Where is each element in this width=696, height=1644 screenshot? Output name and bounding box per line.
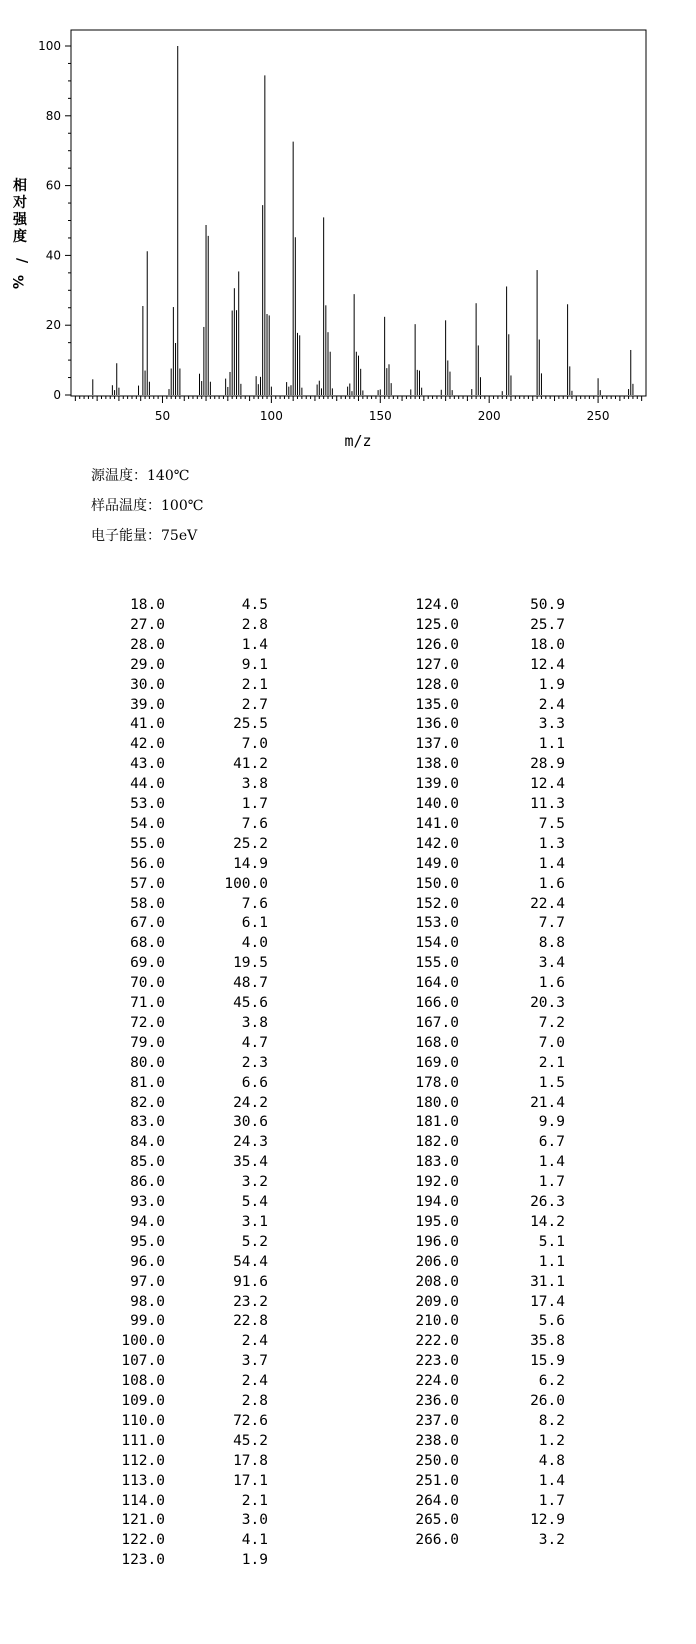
intensity-value: 3.1 [241, 1213, 268, 1230]
mz-value: 135.0 [415, 696, 459, 713]
mz-value: 152.0 [415, 895, 459, 912]
electron-energy: 电子能量：75eV [91, 528, 198, 544]
intensity-value: 2.4 [241, 1373, 268, 1390]
y-tick-label: 100 [38, 39, 61, 53]
mz-value: 107.0 [121, 1353, 165, 1370]
x-tick-label: 250 [586, 409, 610, 423]
intensity-value: 72.6 [233, 1412, 268, 1429]
table-row [0, 955, 696, 976]
intensity-value: 45.6 [233, 995, 268, 1011]
intensity-value: 4.0 [241, 935, 268, 952]
intensity-value: 24.2 [233, 1094, 268, 1111]
intensity-value: 35.8 [530, 1333, 565, 1350]
intensity-value: 7.2 [538, 1014, 565, 1031]
intensity-value: 23.2 [233, 1293, 268, 1310]
mz-value: 236.0 [415, 1393, 459, 1409]
mz-value: 138.0 [415, 756, 459, 773]
mz-value: 136.0 [415, 716, 459, 733]
mz-value: 128.0 [415, 676, 459, 693]
intensity-value: 5.1 [538, 1233, 565, 1250]
table-row [0, 1493, 696, 1514]
mz-value: 68.0 [130, 935, 165, 952]
table-row [0, 896, 696, 917]
intensity-value: 35.4 [233, 1154, 268, 1171]
mz-value: 28.0 [130, 636, 165, 653]
mz-value: 195.0 [415, 1213, 459, 1230]
mz-value: 100.0 [121, 1333, 165, 1350]
source-temperature: 源温度：140℃ [91, 468, 190, 484]
mz-value: 84.0 [130, 1134, 165, 1151]
mz-value: 139.0 [415, 776, 459, 793]
intensity-value: 2.3 [241, 1054, 268, 1071]
mz-value: 30.0 [130, 676, 165, 693]
y-tick-label: 80 [45, 108, 61, 123]
mz-value: 181.0 [415, 1114, 459, 1131]
intensity-value: 12.4 [530, 776, 565, 793]
intensity-value: 1.6 [538, 875, 565, 892]
intensity-value: 12.4 [530, 656, 565, 673]
intensity-value: 30.6 [233, 1114, 268, 1131]
intensity-value: 41.2 [233, 756, 268, 773]
table-row [0, 1393, 696, 1414]
intensity-value: 2.7 [241, 696, 268, 713]
mz-value: 43.0 [130, 756, 165, 773]
mz-value: 237.0 [415, 1412, 459, 1429]
intensity-value: 1.4 [538, 855, 565, 872]
intensity-value: 7.0 [538, 1034, 565, 1051]
intensity-value: 25.5 [233, 716, 268, 733]
mz-value: 209.0 [415, 1293, 459, 1310]
mz-value: 67.0 [130, 915, 165, 932]
y-tick-label: 20 [45, 318, 61, 333]
table-row [0, 1433, 696, 1454]
table-row [0, 1075, 696, 1096]
mz-value: 264.0 [415, 1492, 459, 1509]
mz-value: 123.0 [121, 1552, 165, 1569]
intensity-value: 1.2 [538, 1432, 565, 1449]
table-row [0, 935, 696, 956]
mz-value: 149.0 [415, 855, 459, 872]
mz-value: 224.0 [415, 1373, 459, 1390]
table-row [0, 637, 696, 658]
mz-value: 58.0 [130, 895, 165, 912]
y-axis-label: 相对强度/ % [8, 178, 30, 290]
x-tick-label: 50 [154, 409, 171, 423]
intensity-value: 3.0 [241, 1512, 268, 1529]
mz-value: 80.0 [130, 1054, 165, 1071]
y-tick-label: 0 [53, 388, 61, 402]
sample-temperature: 样品温度：100℃ [91, 498, 204, 514]
mz-value: 222.0 [415, 1333, 459, 1350]
intensity-value: 5.6 [538, 1313, 565, 1330]
mz-value: 44.0 [130, 776, 165, 793]
mz-value: 83.0 [130, 1114, 165, 1131]
intensity-value: 54.4 [233, 1253, 268, 1270]
table-row [0, 1174, 696, 1195]
intensity-value: 1.4 [241, 636, 268, 653]
intensity-value: 1.1 [538, 736, 565, 753]
table-row [0, 776, 696, 797]
intensity-value: 28.9 [530, 756, 565, 773]
intensity-value: 3.8 [241, 776, 268, 793]
intensity-value: 5.4 [241, 1194, 268, 1210]
mz-value: 180.0 [415, 1094, 459, 1111]
intensity-value: 4.5 [241, 597, 268, 613]
intensity-value: 17.1 [233, 1472, 268, 1489]
intensity-value: 100.0 [224, 875, 268, 892]
mz-value: 194.0 [415, 1194, 459, 1210]
mz-value: 112.0 [121, 1452, 165, 1469]
table-row [0, 1313, 696, 1334]
mz-value: 109.0 [121, 1393, 165, 1409]
mz-value: 57.0 [130, 875, 165, 892]
intensity-value: 3.2 [538, 1532, 565, 1549]
x-tick-label: 150 [368, 409, 392, 423]
intensity-value: 9.9 [538, 1114, 565, 1131]
table-row [0, 1413, 696, 1434]
table-row [0, 697, 696, 718]
table-row [0, 836, 696, 857]
intensity-value: 3.4 [538, 955, 565, 972]
table-row [0, 1274, 696, 1295]
mz-value: 155.0 [415, 955, 459, 972]
x-tick-label: 200 [477, 409, 501, 423]
table-row [0, 915, 696, 936]
mz-value: 97.0 [130, 1273, 165, 1290]
mz-value: 121.0 [121, 1512, 165, 1529]
intensity-value: 18.0 [530, 636, 565, 653]
table-row [0, 1234, 696, 1255]
mz-value: 111.0 [121, 1432, 165, 1449]
mz-value: 154.0 [415, 935, 459, 952]
mz-value: 27.0 [130, 616, 165, 633]
mz-value: 206.0 [415, 1253, 459, 1270]
y-tick-label: 40 [45, 248, 61, 263]
table-row [0, 876, 696, 897]
intensity-value: 6.1 [241, 915, 268, 932]
intensity-value: 8.8 [538, 935, 565, 952]
mz-value: 178.0 [415, 1074, 459, 1091]
intensity-value: 45.2 [233, 1432, 268, 1449]
intensity-value: 14.9 [233, 855, 268, 872]
mz-value: 95.0 [130, 1233, 165, 1250]
mz-value: 39.0 [130, 696, 165, 713]
mz-value: 223.0 [415, 1353, 459, 1370]
intensity-value: 22.8 [233, 1313, 268, 1330]
x-tick-label: 100 [259, 409, 283, 423]
mz-value: 164.0 [415, 975, 459, 992]
mz-value: 93.0 [130, 1194, 165, 1210]
mz-value: 167.0 [415, 1014, 459, 1031]
mz-value: 168.0 [415, 1034, 459, 1051]
mz-value: 208.0 [415, 1273, 459, 1290]
intensity-value: 2.1 [241, 676, 268, 693]
mz-value: 127.0 [415, 656, 459, 673]
table-row [0, 1095, 696, 1116]
intensity-value: 9.1 [241, 656, 268, 673]
mz-value: 251.0 [415, 1472, 459, 1489]
spectrum-bars [93, 46, 633, 395]
intensity-value: 91.6 [233, 1273, 268, 1290]
intensity-value: 7.7 [538, 915, 565, 932]
table-row [0, 1512, 696, 1533]
mz-value: 125.0 [415, 616, 459, 633]
mz-value: 122.0 [121, 1532, 165, 1549]
intensity-value: 1.1 [538, 1253, 565, 1270]
mz-value: 29.0 [130, 656, 165, 673]
intensity-value: 2.4 [241, 1333, 268, 1350]
intensity-value: 25.7 [530, 616, 565, 633]
intensity-value: 19.5 [233, 955, 268, 972]
mz-value: 238.0 [415, 1432, 459, 1449]
mz-value: 86.0 [130, 1174, 165, 1191]
table-row [0, 975, 696, 996]
mz-value: 265.0 [415, 1512, 459, 1529]
intensity-value: 26.3 [530, 1194, 565, 1210]
table-row [0, 1373, 696, 1394]
mz-value: 79.0 [130, 1034, 165, 1051]
intensity-value: 14.2 [530, 1213, 565, 1230]
mz-value: 150.0 [415, 875, 459, 892]
table-row [0, 716, 696, 737]
intensity-value: 4.7 [241, 1034, 268, 1051]
intensity-value: 1.9 [241, 1552, 268, 1569]
mz-value: 42.0 [130, 736, 165, 753]
mz-value: 182.0 [415, 1134, 459, 1151]
intensity-value: 1.7 [538, 1492, 565, 1509]
table-row [0, 736, 696, 757]
table-row [0, 1254, 696, 1275]
intensity-value: 21.4 [530, 1094, 565, 1111]
table-row [0, 657, 696, 678]
y-tick-label: 60 [45, 178, 61, 193]
table-row [0, 1333, 696, 1354]
table-row [0, 1134, 696, 1155]
mz-value: 85.0 [130, 1154, 165, 1171]
table-row [0, 1353, 696, 1374]
intensity-value: 2.1 [241, 1492, 268, 1509]
mz-value: 70.0 [130, 975, 165, 992]
table-row [0, 597, 696, 618]
intensity-value: 7.0 [241, 736, 268, 753]
intensity-value: 3.7 [241, 1353, 268, 1370]
intensity-value: 25.2 [233, 835, 268, 852]
table-row [0, 617, 696, 638]
mz-value: 41.0 [130, 716, 165, 733]
intensity-value: 2.8 [241, 1393, 268, 1409]
mass-spectrum-chart [0, 0, 696, 460]
table-row [0, 1015, 696, 1036]
intensity-value: 2.8 [241, 616, 268, 633]
intensity-value: 3.8 [241, 1014, 268, 1031]
mz-value: 54.0 [130, 815, 165, 832]
mz-value: 98.0 [130, 1293, 165, 1310]
mz-value: 110.0 [121, 1412, 165, 1429]
table-row [0, 1532, 696, 1553]
mz-value: 69.0 [130, 955, 165, 972]
mz-value: 56.0 [130, 855, 165, 872]
table-row [0, 995, 696, 1016]
table-row [0, 1214, 696, 1235]
intensity-value: 6.2 [538, 1373, 565, 1390]
mz-value: 140.0 [415, 796, 459, 812]
mz-value: 192.0 [415, 1174, 459, 1191]
intensity-value: 11.3 [530, 796, 565, 812]
intensity-value: 3.3 [538, 716, 565, 733]
mz-value: 99.0 [130, 1313, 165, 1330]
mz-value: 81.0 [130, 1074, 165, 1091]
table-row [0, 1294, 696, 1315]
mz-value: 210.0 [415, 1313, 459, 1330]
intensity-value: 48.7 [233, 975, 268, 992]
mz-value: 124.0 [415, 597, 459, 613]
intensity-value: 12.9 [530, 1512, 565, 1529]
table-row [0, 1453, 696, 1474]
mz-value: 141.0 [415, 815, 459, 832]
mz-value: 96.0 [130, 1253, 165, 1270]
mz-value: 72.0 [130, 1014, 165, 1031]
intensity-value: 7.6 [241, 815, 268, 832]
mz-value: 153.0 [415, 915, 459, 932]
intensity-value: 4.1 [241, 1532, 268, 1549]
mz-value: 169.0 [415, 1054, 459, 1071]
intensity-value: 31.1 [530, 1273, 565, 1290]
intensity-value: 2.4 [538, 696, 565, 713]
mz-value: 142.0 [415, 835, 459, 852]
intensity-value: 6.7 [538, 1134, 565, 1151]
intensity-value: 3.2 [241, 1174, 268, 1191]
intensity-value: 17.8 [233, 1452, 268, 1469]
intensity-value: 24.3 [233, 1134, 268, 1151]
table-row [0, 1154, 696, 1175]
mz-value: 94.0 [130, 1213, 165, 1230]
table-row [0, 1473, 696, 1494]
intensity-value: 1.6 [538, 975, 565, 992]
intensity-value: 1.4 [538, 1472, 565, 1489]
mz-value: 113.0 [121, 1472, 165, 1489]
intensity-value: 5.2 [241, 1233, 268, 1250]
x-axis-ticks [75, 396, 641, 423]
intensity-value: 8.2 [538, 1412, 565, 1429]
intensity-value: 2.1 [538, 1054, 565, 1071]
intensity-value: 1.4 [538, 1154, 565, 1171]
intensity-value: 17.4 [530, 1293, 565, 1310]
mz-value: 266.0 [415, 1532, 459, 1549]
table-row [0, 1055, 696, 1076]
mz-value: 114.0 [121, 1492, 165, 1509]
intensity-value: 7.5 [538, 815, 565, 832]
table-row [0, 816, 696, 837]
mz-value: 18.0 [130, 597, 165, 613]
intensity-value: 20.3 [530, 995, 565, 1011]
table-row [0, 677, 696, 698]
mz-value: 137.0 [415, 736, 459, 753]
intensity-value: 1.7 [241, 796, 268, 812]
intensity-value: 1.9 [538, 676, 565, 693]
x-axis-label: m/z [344, 432, 372, 450]
plot-frame [71, 30, 646, 396]
mz-value: 53.0 [130, 796, 165, 812]
intensity-value: 6.6 [241, 1074, 268, 1091]
intensity-value: 50.9 [530, 597, 565, 613]
table-row [0, 1114, 696, 1135]
table-row [0, 856, 696, 877]
y-axis-ticks [38, 39, 71, 402]
mz-value: 126.0 [415, 636, 459, 653]
mz-value: 108.0 [121, 1373, 165, 1390]
table-row [0, 756, 696, 777]
table-row [0, 1035, 696, 1056]
table-row [0, 796, 696, 817]
mz-value: 71.0 [130, 995, 165, 1011]
intensity-value: 22.4 [530, 895, 565, 912]
mz-value: 82.0 [130, 1094, 165, 1111]
intensity-value: 1.5 [538, 1074, 565, 1091]
intensity-value: 1.3 [538, 835, 565, 852]
intensity-value: 4.8 [538, 1452, 565, 1469]
intensity-value: 1.7 [538, 1174, 565, 1191]
intensity-value: 15.9 [530, 1353, 565, 1370]
intensity-value: 7.6 [241, 895, 268, 912]
table-row [0, 1552, 696, 1573]
mz-value: 55.0 [130, 835, 165, 852]
mz-value: 183.0 [415, 1154, 459, 1171]
intensity-value: 26.0 [530, 1393, 565, 1409]
mz-value: 166.0 [415, 995, 459, 1011]
mz-value: 196.0 [415, 1233, 459, 1250]
mz-value: 250.0 [415, 1452, 459, 1469]
table-row [0, 1194, 696, 1215]
